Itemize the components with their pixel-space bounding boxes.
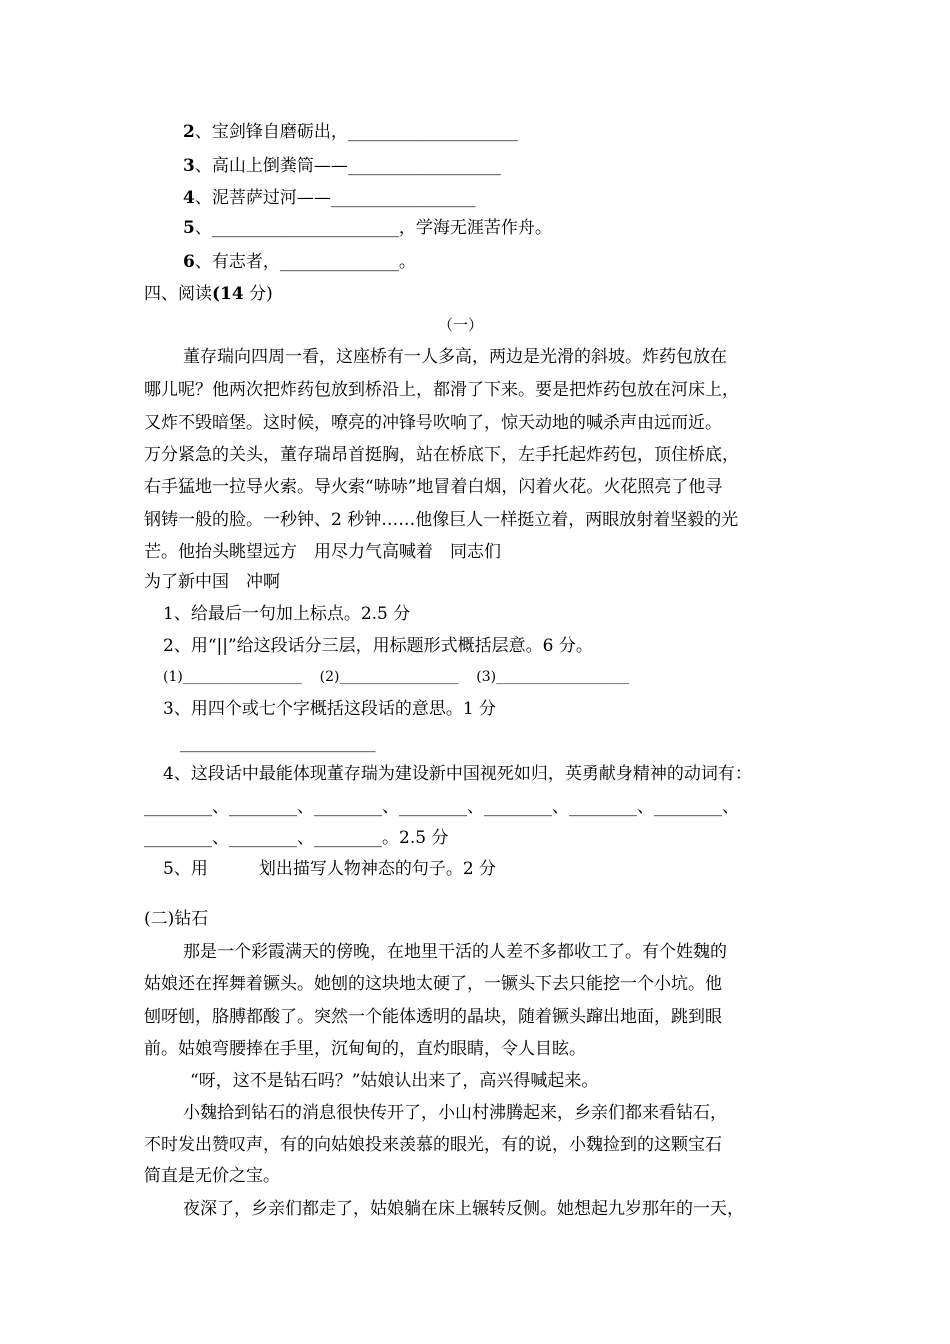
question-4-blanks: ________、________、________、________、________、________、________、 (144, 797, 739, 817)
section-heading-reading: 四、阅读(14 分) (144, 284, 273, 304)
passage-2-title: (二)钻石 (144, 909, 209, 929)
question-1: 1、给最后一句加上标点。2.5 分 (163, 604, 411, 624)
passage-2-line: 小魏拾到钻石的消息很快传开了，小山村沸腾起来，乡亲们都来看钻石， (183, 1103, 727, 1123)
passage-2-line: 那是一个彩霞满天的傍晚，在地里干活的人差不多都收工了。有个姓魏的 (183, 942, 727, 962)
question-2-blanks: (1)_________________ (2)_________________ (3)___________________ (163, 669, 630, 685)
passage-1-line: 又炸不毁暗堡。这时候，嘹亮的冲锋号吹响了，惊天动地的喊杀声由远而近。 (144, 413, 722, 433)
fill-item-3: 3、高山上倒粪筒——__________________ (183, 156, 501, 176)
passage-2-line: 夜深了，乡亲们都走了，姑娘躺在床上辗转反侧。她想起九岁那年的一天， (183, 1199, 744, 1219)
passage-1-line: 钢铸一般的脸。一秒钟、2 秒钟……他像巨人一样挺立着，两眼放射着坚毅的光 (144, 510, 739, 530)
passage-2-line: 简直是无价之宝。 (144, 1166, 280, 1186)
passage-1-line: 右手猛地一拉导火索。导火索“哧哧”地冒着白烟，闪着火花。火花照亮了他寻 (144, 477, 723, 497)
fill-item-6: 6、有志者，______________。 (183, 252, 416, 272)
passage-1-line: 董存瑞向四周一看，这座桥有一人多高，两边是光滑的斜坡。炸药包放在 (183, 347, 727, 367)
fill-item-2: 2、宝剑锋自磨砺出，____________________ (183, 122, 518, 142)
passage-1-line: 为了新中国 冲啊 (144, 572, 280, 592)
question-3-blank: _______________________ (180, 733, 376, 753)
passage-2-line: 姑娘还在挥舞着镢头。她刨的这块地太硬了，一镢头下去只能挖一个小坑。他 (144, 974, 722, 994)
question-2: 2、用“||”给这段话分三层，用标题形式概括层意。6 分。 (163, 636, 593, 656)
question-3: 3、用四个或七个字概括这段话的意思。1 分 (163, 699, 497, 719)
passage-2-line: “呀，这不是钻石吗？”姑娘认出来了，高兴得喊起来。 (190, 1071, 599, 1091)
question-5: 5、用 划出描写人物神态的句子。2 分 (163, 859, 497, 879)
passage-1-line: 芒。他抬头眺望远方 用尽力气高喊着 同志们 (144, 542, 501, 562)
passage-2-line: 前。姑娘弯腰捧在手里，沉甸甸的，直灼眼睛，令人目眩。 (144, 1039, 586, 1059)
passage-2-line: 不时发出赞叹声，有的向姑娘投来羡慕的眼光，有的说，小魏捡到的这颗宝石 (144, 1135, 722, 1155)
passage-1-mark: （一） (438, 316, 484, 334)
passage-2-line: 刨呀刨，胳膊都酸了。突然一个能体透明的晶块，随着镢头蹿出地面，跳到眼 (144, 1007, 722, 1027)
fill-item-4: 4、泥菩萨过河——_________________ (183, 188, 476, 208)
fill-item-5: 5、______________________，学海无涯苦作舟。 (183, 218, 552, 238)
question-4-blanks: ________、________、________。2.5 分 (144, 828, 449, 848)
question-4: 4、这段话中最能体现董存瑞为建设新中国视死如归，英勇献身精神的动词有： (163, 764, 752, 784)
passage-1-line: 哪儿呢？他两次把炸药包放到桥沿上，都滑了下来。要是把炸药包放在河床上， (144, 380, 739, 400)
passage-1-line: 万分紧急的关头，董存瑞昂首挺胸，站在桥底下，左手托起炸药包，顶住桥底， (144, 445, 739, 465)
